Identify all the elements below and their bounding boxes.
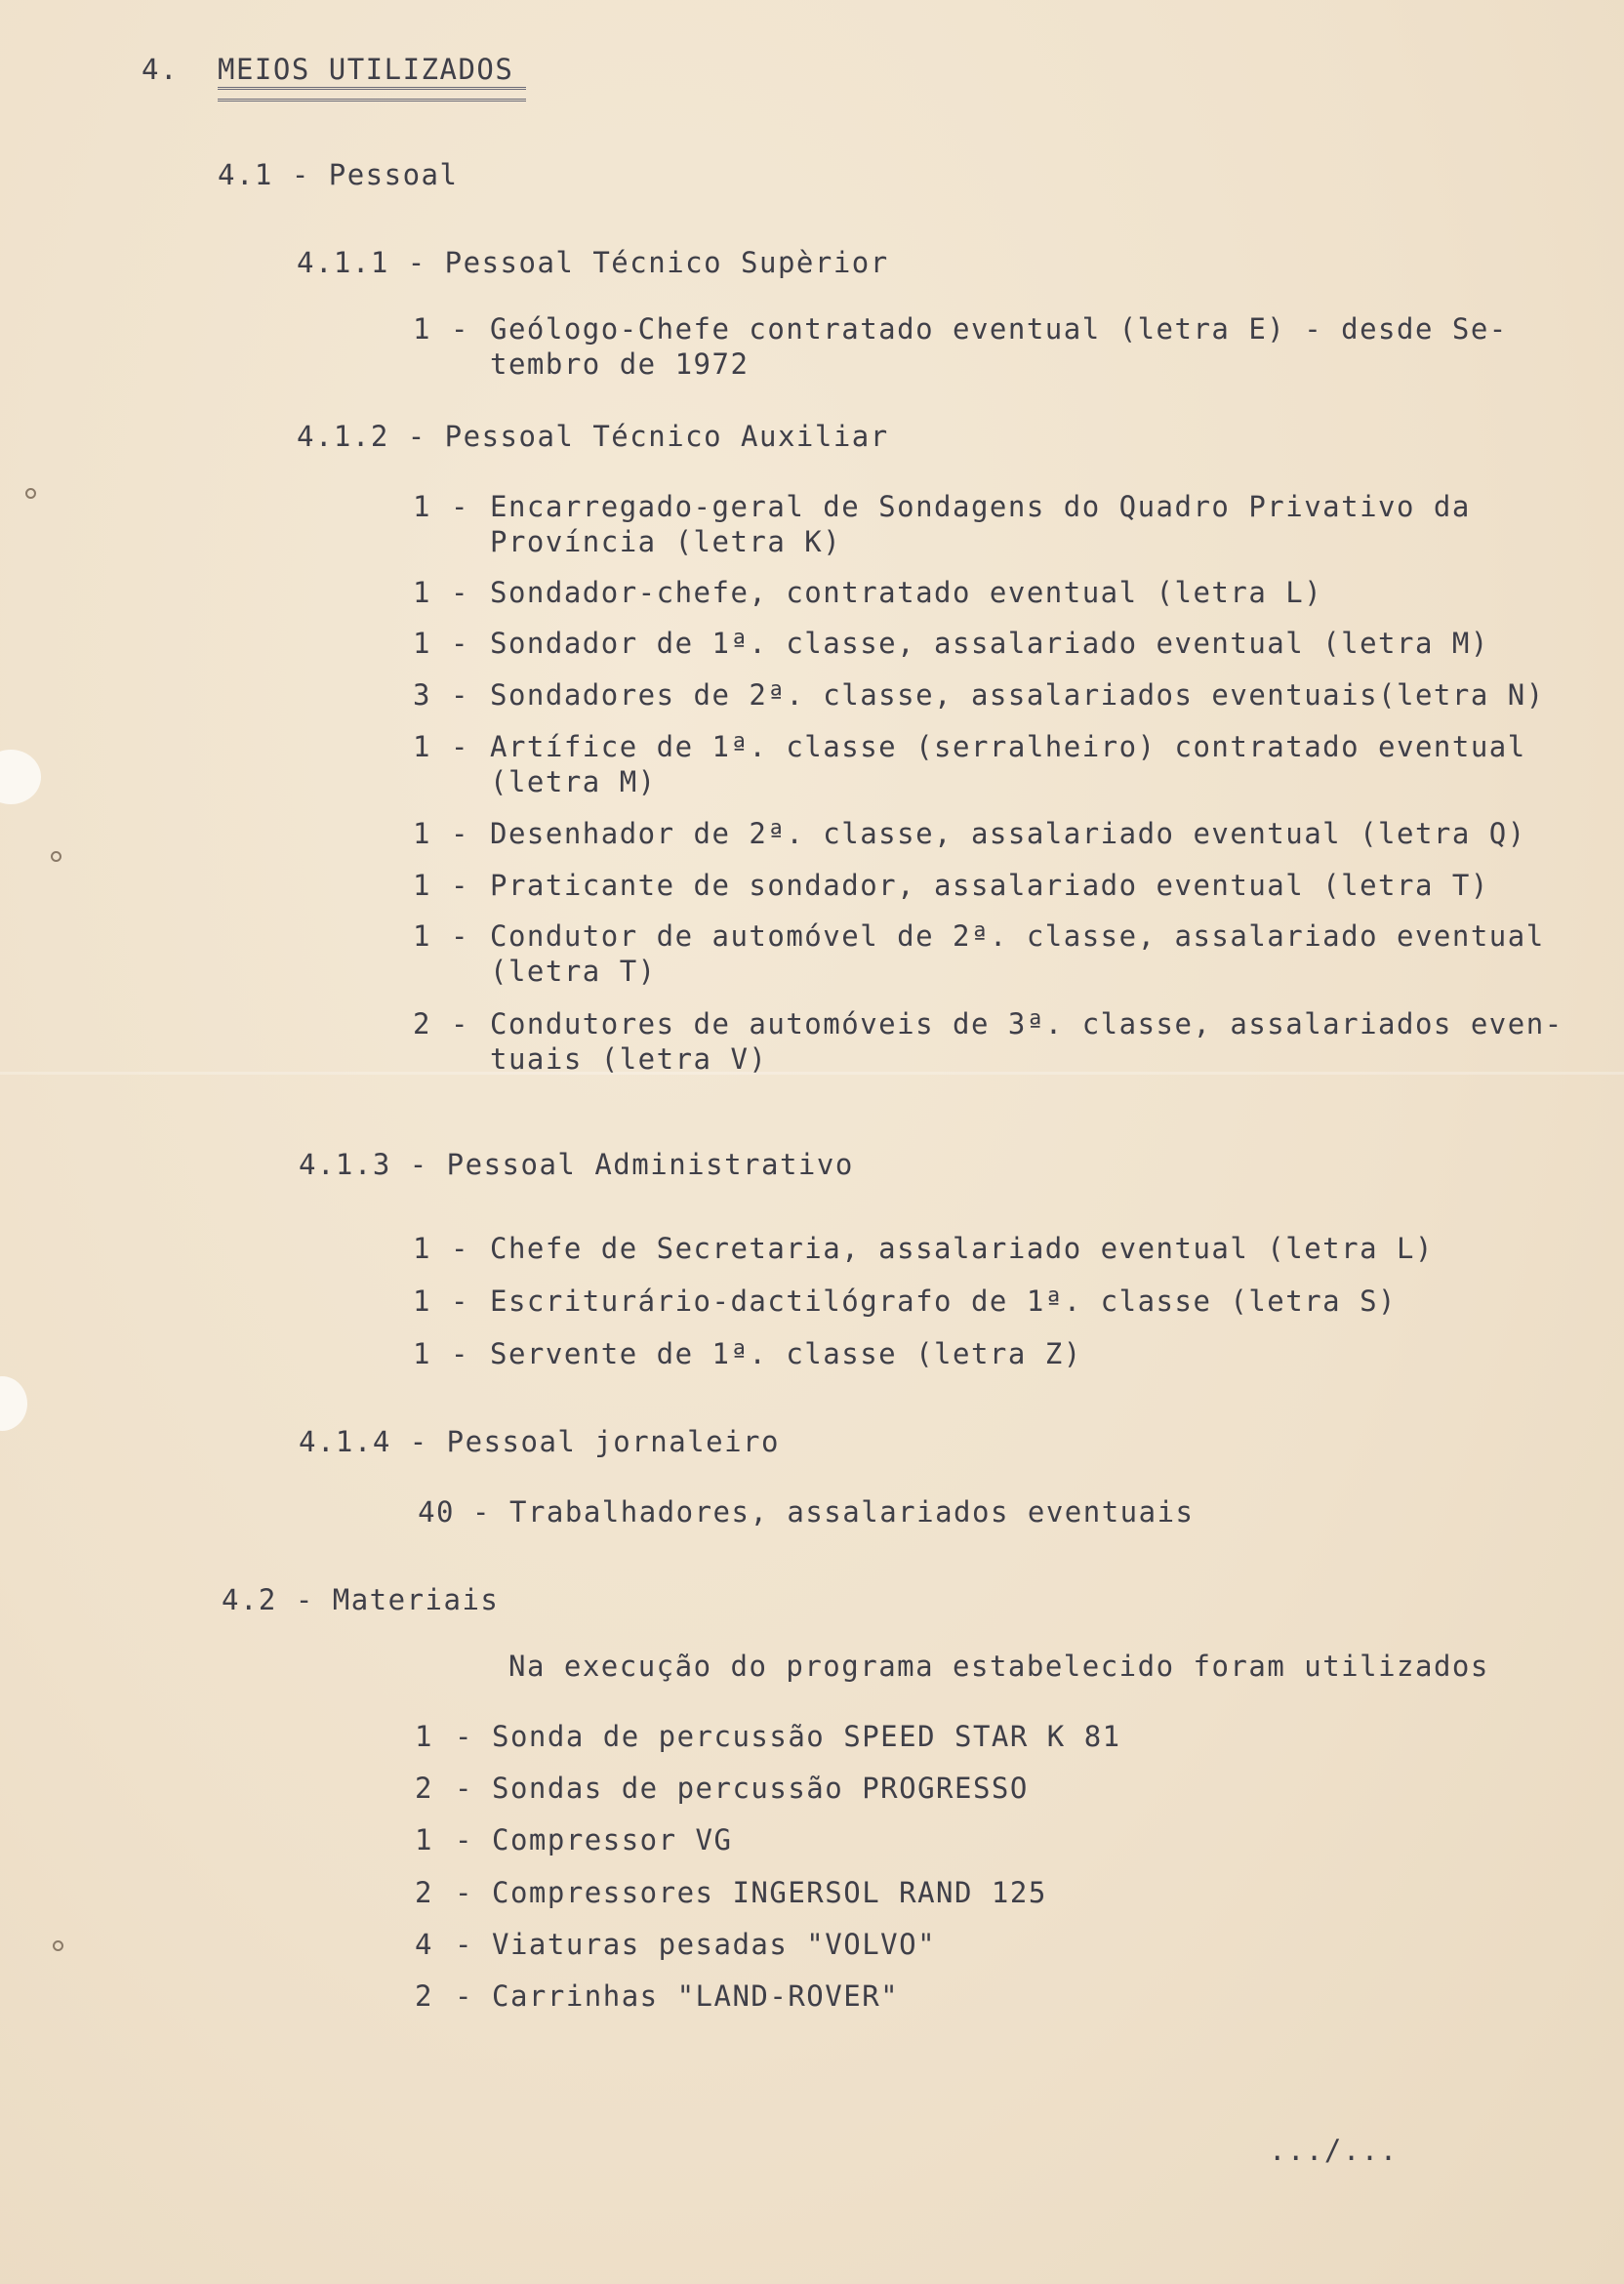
heading-pessoal-tecnico-auxiliar: 4.1.2 - Pessoal Técnico Auxiliar bbox=[297, 420, 889, 453]
subsection-heading-pessoal: 4.1 - Pessoal bbox=[218, 158, 459, 191]
item-text-line: Sondas de percussão PROGRESSO bbox=[492, 1772, 1029, 1805]
item-text-line: tembro de 1972 bbox=[490, 347, 750, 381]
item-text-line: Condutores de automóveis de 3ª. classe, assalariados even- bbox=[490, 1007, 1563, 1040]
heading-pessoal-jornaleiro: 4.1.4 - Pessoal jornaleiro bbox=[299, 1425, 780, 1458]
item-dash: - bbox=[455, 1720, 473, 1753]
item-quantity: 1 bbox=[413, 730, 431, 763]
item-quantity: 1 bbox=[413, 1285, 431, 1318]
item-text-line: Desenhador de 2ª. classe, assalariado eventual (letra Q) bbox=[490, 817, 1526, 850]
item-quantity: 2 bbox=[415, 1772, 433, 1805]
materiais-intro: Na execução do programa estabelecido foram utilizados bbox=[508, 1650, 1489, 1683]
item-text-line: Viaturas pesadas "VOLVO" bbox=[492, 1928, 937, 1961]
item-quantity: 1 bbox=[413, 1337, 431, 1370]
item-dash: - bbox=[455, 1928, 473, 1961]
item-text-line: Trabalhadores, assalariados eventuais bbox=[509, 1495, 1195, 1529]
item-text-line: Servente de 1ª. classe (letra Z) bbox=[490, 1337, 1082, 1370]
item-text-line: Sondadores de 2ª. classe, assalariados eventuais(letra N) bbox=[490, 678, 1545, 712]
section-number: 4. bbox=[142, 53, 179, 86]
subsection-heading-materiais: 4.2 - Materiais bbox=[222, 1583, 500, 1616]
item-text-line: Condutor de automóvel de 2ª. classe, assalariado eventual bbox=[490, 919, 1545, 953]
title-double-underline bbox=[218, 87, 526, 102]
item-dash: - bbox=[455, 1979, 473, 2013]
item-quantity: 2 bbox=[415, 1876, 433, 1909]
item-dash: - bbox=[472, 1495, 491, 1529]
item-quantity: 1 bbox=[413, 919, 431, 953]
item-dash: - bbox=[451, 1007, 469, 1040]
item-dash: - bbox=[451, 576, 469, 609]
item-quantity: 1 bbox=[415, 1720, 433, 1753]
item-text-line: Compressor VG bbox=[492, 1823, 733, 1856]
item-text-line: tuais (letra V) bbox=[490, 1042, 768, 1076]
item-dash: - bbox=[451, 627, 469, 660]
item-quantity: 2 bbox=[413, 1007, 431, 1040]
punch-hole bbox=[0, 750, 41, 804]
item-text-line: Chefe de Secretaria, assalariado eventual (letra L) bbox=[490, 1232, 1434, 1265]
item-quantity: 3 bbox=[413, 678, 431, 712]
item-quantity: 4 bbox=[415, 1928, 433, 1961]
item-text-line: Compressores INGERSOL RAND 125 bbox=[492, 1876, 1047, 1909]
heading-pessoal-administrativo: 4.1.3 - Pessoal Administrativo bbox=[299, 1148, 854, 1181]
item-dash: - bbox=[455, 1876, 473, 1909]
item-dash: - bbox=[451, 312, 469, 346]
item-quantity: 1 bbox=[413, 1232, 431, 1265]
item-text-line: Encarregado-geral de Sondagens do Quadro Privativo da bbox=[490, 490, 1471, 523]
section-title: MEIOS UTILIZADOS bbox=[218, 53, 514, 86]
punch-hole bbox=[0, 1376, 27, 1431]
item-dash: - bbox=[451, 1285, 469, 1318]
item-text-line: Sonda de percussão SPEED STAR K 81 bbox=[492, 1720, 1121, 1753]
paper-mark bbox=[53, 1940, 63, 1951]
item-dash: - bbox=[455, 1823, 473, 1856]
item-text-line: Geólogo-Chefe contratado eventual (letra E) - desde Se- bbox=[490, 312, 1508, 346]
item-dash: - bbox=[451, 730, 469, 763]
item-dash: - bbox=[451, 919, 469, 953]
item-quantity: 1 bbox=[413, 576, 431, 609]
paper-fold bbox=[0, 1072, 1624, 1075]
item-quantity: 1 bbox=[413, 312, 431, 346]
item-text-line: (letra M) bbox=[490, 765, 657, 798]
item-dash: - bbox=[451, 490, 469, 523]
heading-pessoal-tecnico-superior: 4.1.1 - Pessoal Técnico Supèrior bbox=[297, 246, 889, 279]
paper-mark bbox=[25, 488, 36, 499]
item-quantity: 1 bbox=[413, 869, 431, 902]
page-continuation: .../... bbox=[1269, 2134, 1399, 2167]
item-quantity: 1 bbox=[413, 627, 431, 660]
item-quantity: 1 bbox=[415, 1823, 433, 1856]
item-quantity: 2 bbox=[415, 1979, 433, 2013]
item-text-line: Artífice de 1ª. classe (serralheiro) contratado eventual bbox=[490, 730, 1526, 763]
item-dash: - bbox=[451, 1337, 469, 1370]
item-dash: - bbox=[451, 1232, 469, 1265]
item-dash: - bbox=[451, 869, 469, 902]
item-quantity: 40 bbox=[418, 1495, 455, 1529]
item-text-line: Carrinhas "LAND-ROVER" bbox=[492, 1979, 900, 2013]
item-text-line: Sondador de 1ª. classe, assalariado eventual (letra M) bbox=[490, 627, 1489, 660]
item-text-line: Escriturário-dactilógrafo de 1ª. classe (letra S) bbox=[490, 1285, 1398, 1318]
item-quantity: 1 bbox=[413, 817, 431, 850]
item-text-line: Província (letra K) bbox=[490, 525, 842, 558]
paper-mark bbox=[51, 851, 61, 862]
item-text-line: (letra T) bbox=[490, 955, 657, 988]
item-dash: - bbox=[455, 1772, 473, 1805]
item-text-line: Praticante de sondador, assalariado eventual (letra T) bbox=[490, 869, 1489, 902]
item-dash: - bbox=[451, 817, 469, 850]
item-quantity: 1 bbox=[413, 490, 431, 523]
item-text-line: Sondador-chefe, contratado eventual (letra L) bbox=[490, 576, 1323, 609]
item-dash: - bbox=[451, 678, 469, 712]
